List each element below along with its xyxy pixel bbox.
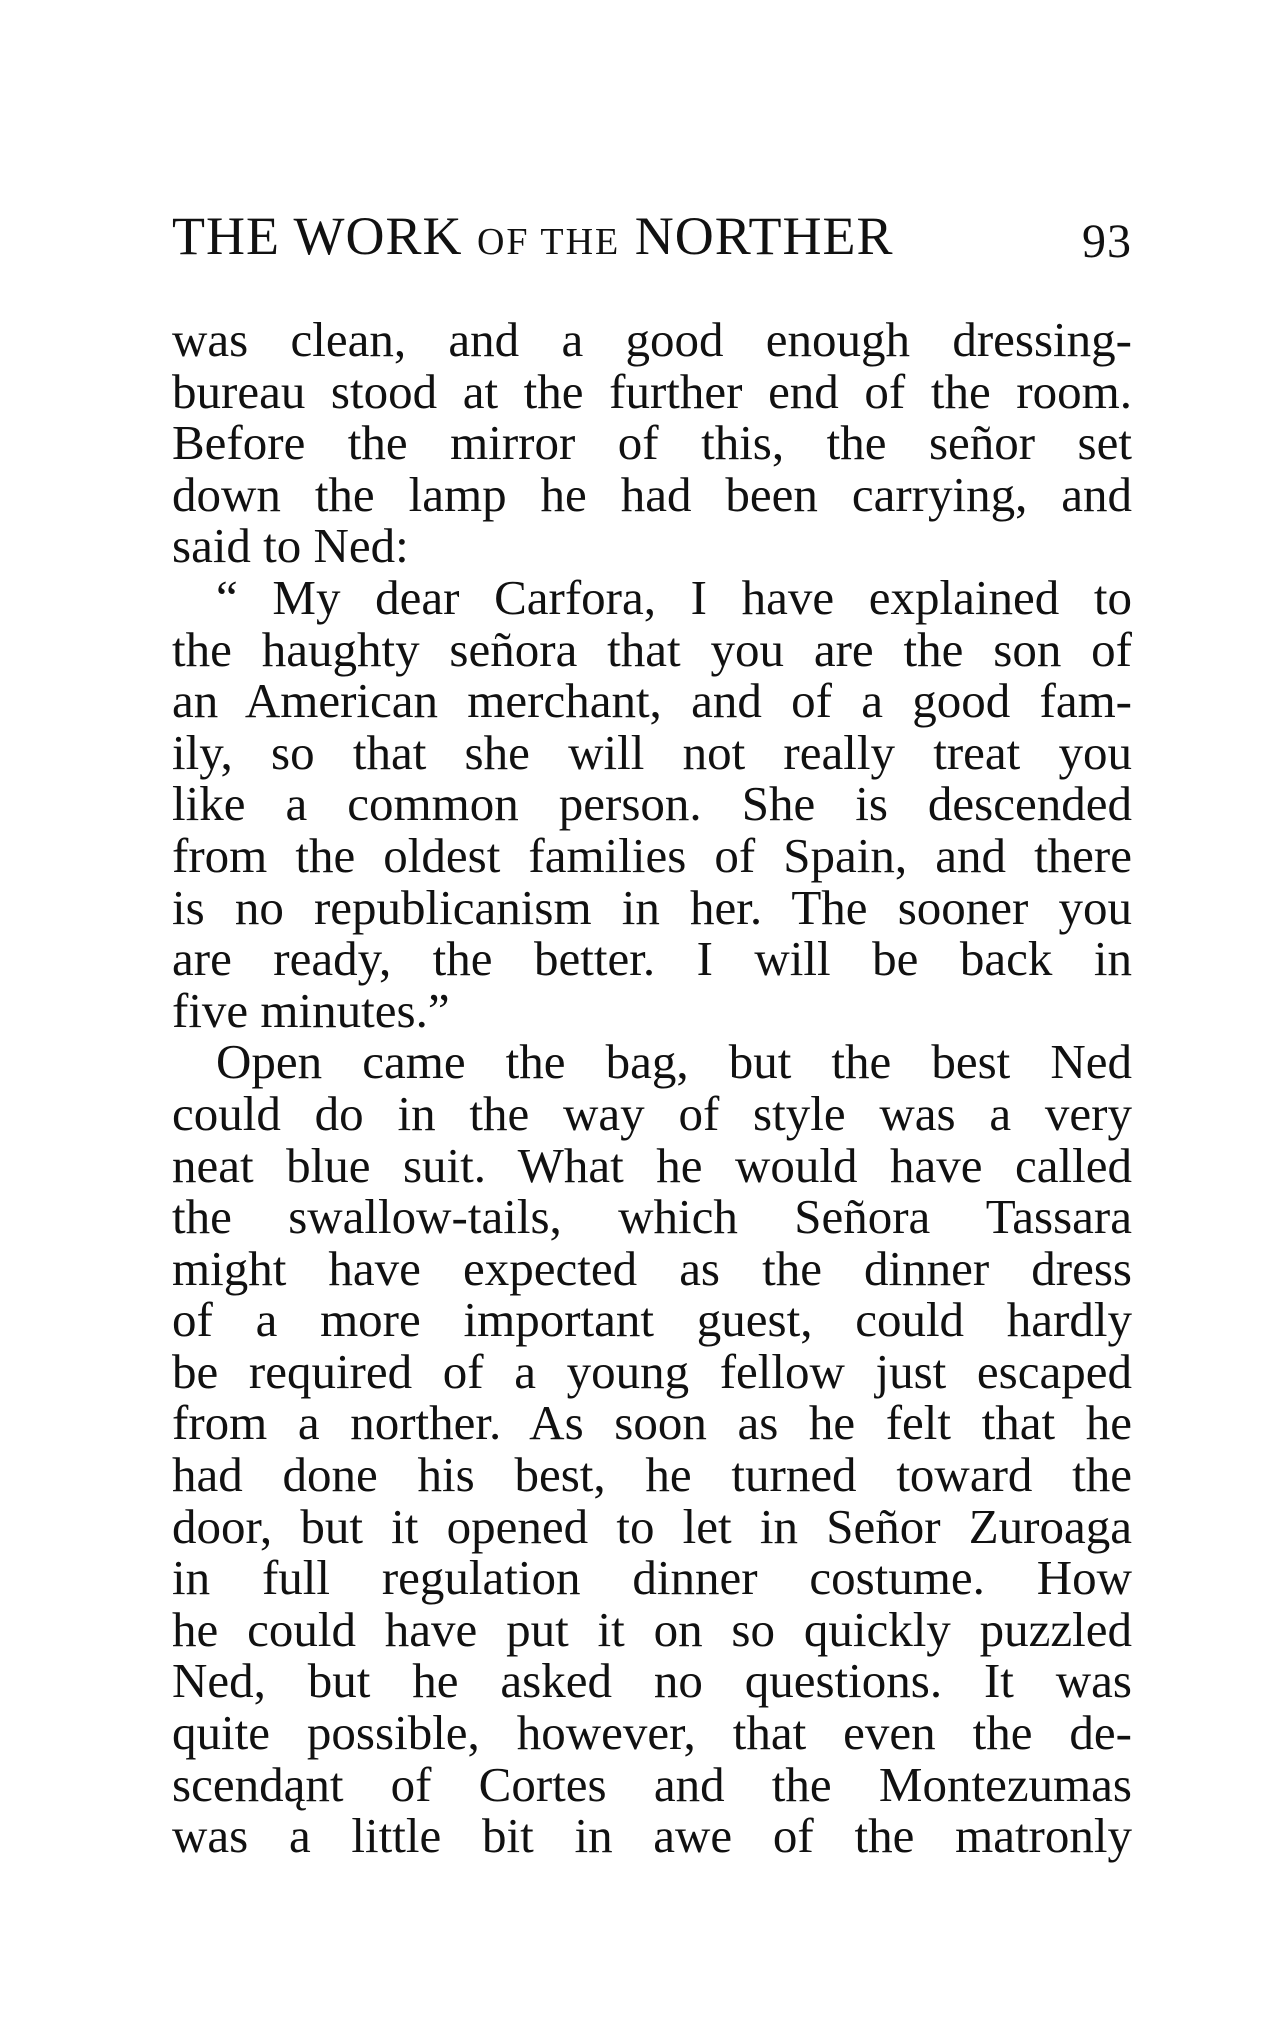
text-line: Ned, but he asked no questions. It was xyxy=(172,1653,1132,1709)
text-line: from the oldest families of Spain, and there xyxy=(172,827,1132,883)
text-line: he could have put it on so quickly puzzled xyxy=(172,1601,1132,1657)
text-line: the swallow-tails, which Señora Tassara xyxy=(172,1189,1132,1245)
text-line: the haughty señora that you are the son of xyxy=(172,621,1132,677)
running-title-part2: NORTHER xyxy=(620,206,894,266)
book-page xyxy=(172,200,1132,1862)
running-head xyxy=(172,200,1132,272)
text-line: from a norther. As soon as he felt that he xyxy=(172,1395,1132,1451)
running-title-part1: THE WORK xyxy=(172,206,477,266)
text-line: scendąnt of Cortes and the Montezumas xyxy=(172,1756,1132,1812)
text-line: said to Ned: xyxy=(172,518,409,574)
text-line: ily, so that she will not really treat you xyxy=(172,724,1132,780)
text-line: neat blue suit. What he would have called xyxy=(172,1137,1132,1193)
running-title xyxy=(172,200,894,278)
text-line: had done his best, he turned toward the xyxy=(172,1447,1132,1503)
text-line: door, but it opened to let in Señor Zuroaga xyxy=(172,1498,1132,1554)
text-line: might have expected as the dinner dress xyxy=(172,1240,1132,1296)
text-line: is no republicanism in her. The sooner you xyxy=(172,879,1132,935)
text-line: down the lamp he had been carrying, and xyxy=(172,466,1132,522)
body-text xyxy=(172,314,1132,1862)
text-line: was clean, and a good enough dressing- xyxy=(172,312,1132,367)
text-line: in full regulation dinner costume. How xyxy=(172,1550,1132,1606)
text-line: five minutes.” xyxy=(172,982,450,1038)
text-line: of a more important guest, could hardly xyxy=(172,1292,1132,1348)
text-line: quite possible, however, that even the de- xyxy=(172,1705,1132,1761)
text-line: are ready, the better. I will be back in xyxy=(172,931,1132,987)
text-line: could do in the way of style was a very xyxy=(172,1085,1132,1141)
text-line: like a common person. She is descended xyxy=(172,776,1132,832)
text-line: bureau stood at the further end of the room. xyxy=(172,363,1132,419)
text-line: was a little bit in awe of the matronly xyxy=(172,1808,1132,1864)
page-number: 93 xyxy=(1082,215,1132,268)
text-line: Before the mirror of this, the señor set xyxy=(172,415,1132,471)
text-line: an American merchant, and of a good fam- xyxy=(172,673,1132,729)
text-line: “ My dear Carfora, I have explained to xyxy=(216,569,1132,625)
text-line: Open came the bag, but the best Ned xyxy=(216,1034,1132,1090)
text-line: be required of a young fellow just escaped xyxy=(172,1343,1132,1399)
running-title-small-caps: OF THE xyxy=(476,221,621,263)
